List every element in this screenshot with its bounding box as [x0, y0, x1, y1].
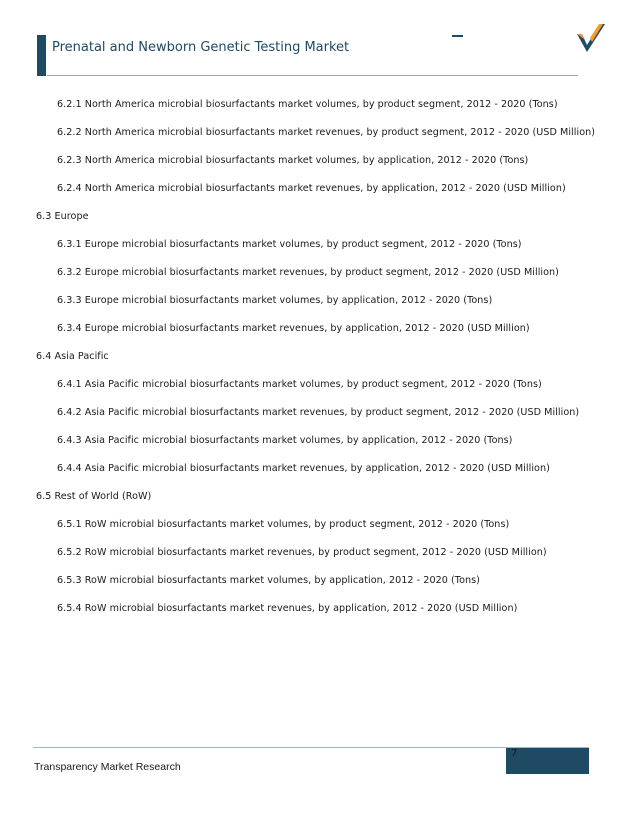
toc-entry: 6.4.2 Asia Pacific microbial biosurfactants market revenues, by product segment, 2012 - 2020 (USD Million) [57, 407, 580, 418]
toc-entry: 6.4.3 Asia Pacific microbial biosurfactants market volumes, by application, 2012 - 2020 (Tons) [57, 435, 513, 446]
header-divider [47, 75, 578, 76]
footer-company-name: Transparency Market Research [34, 761, 181, 773]
toc-entry: 6.5.2 RoW microbial biosurfactants market revenues, by product segment, 2012 - 2020 (USD Million) [57, 547, 547, 558]
toc-entry: 6.4.1 Asia Pacific microbial biosurfactants market volumes, by product segment, 2012 - 2020 (Tons) [57, 379, 542, 390]
toc-section-heading: 6.3 Europe [36, 211, 89, 222]
toc-entry: 6.3.2 Europe microbial biosurfactants market revenues, by product segment, 2012 - 2020 (USD Million) [57, 267, 559, 278]
toc-entry: 6.2.1 North America microbial biosurfactants market volumes, by product segment, 2012 - 2020 (Tons) [57, 99, 558, 110]
toc-section-heading: 6.4 Asia Pacific [36, 351, 109, 362]
toc-entry: 6.2.4 North America microbial biosurfactants market revenues, by application, 2012 - 2020 (USD Million) [57, 183, 566, 194]
toc-entry: 6.3.1 Europe microbial biosurfactants market volumes, by product segment, 2012 - 2020 (Tons) [57, 239, 522, 250]
checkmark-logo-icon [573, 20, 609, 60]
toc-entry: 6.5.3 RoW microbial biosurfactants market volumes, by application, 2012 - 2020 (Tons) [57, 575, 480, 586]
toc-section-heading: 6.5 Rest of World (RoW) [36, 491, 152, 502]
document-title: Prenatal and Newborn Genetic Testing Market [52, 40, 350, 55]
toc-entry: 6.3.3 Europe microbial biosurfactants market volumes, by application, 2012 - 2020 (Tons) [57, 295, 493, 306]
toc-entry: 6.3.4 Europe microbial biosurfactants market revenues, by application, 2012 - 2020 (USD Million) [57, 323, 530, 334]
toc-entry: 6.2.3 North America microbial biosurfactants market volumes, by application, 2012 - 2020 (Tons) [57, 155, 529, 166]
toc-entry: 6.5.4 RoW microbial biosurfactants market revenues, by application, 2012 - 2020 (USD Million) [57, 603, 518, 614]
toc-entry: 6.4.4 Asia Pacific microbial biosurfactants market revenues, by application, 2012 - 2020 (USD Million) [57, 463, 550, 474]
table-of-contents [36, 96, 602, 618]
toc-entry: 6.5.1 RoW microbial biosurfactants market volumes, by product segment, 2012 - 2020 (Tons) [57, 519, 510, 530]
header-dash [452, 35, 463, 37]
page-number: 7 [511, 748, 518, 759]
header-accent-bar [37, 35, 46, 76]
page-number-box [506, 748, 589, 774]
toc-entry: 6.2.2 North America microbial biosurfactants market revenues, by product segment, 2012 - 2020 (USD Million) [57, 127, 596, 138]
